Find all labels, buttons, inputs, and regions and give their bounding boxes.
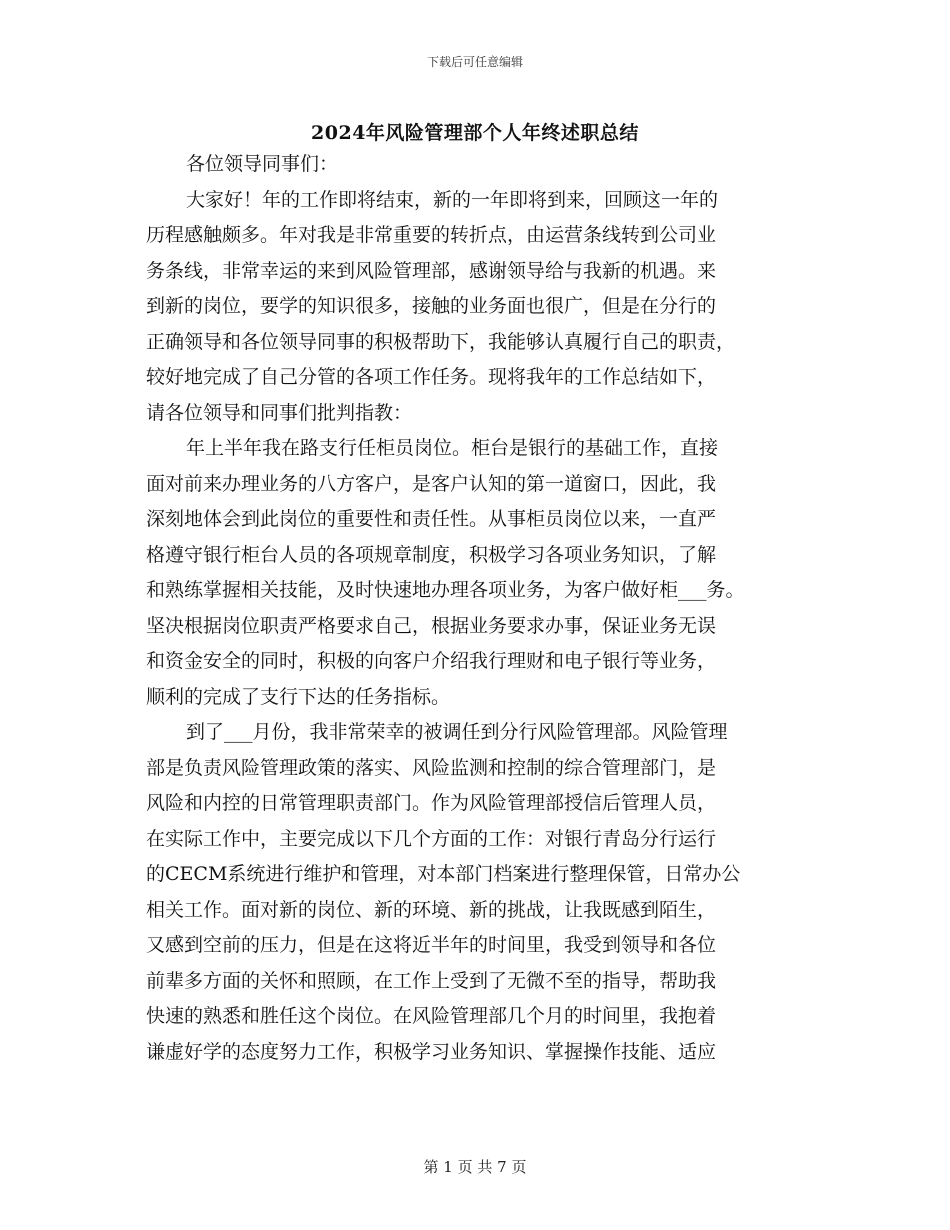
- header-note: 下载后可任意编辑: [426, 55, 523, 69]
- paragraph-1-line: 大家好！年的工作即将结束，新的一年即将到来，回顾这一年的: [186, 188, 719, 211]
- paragraph-1-line: 较好地完成了自己分管的各项工作任务。现将我年的工作总结如下，: [146, 366, 717, 388]
- paragraph-3-line: 的CECM系统进行维护和管理，对本部门档案进行整理保管，日常办公: [146, 863, 741, 885]
- paragraph-3-line: 部是负责风险管理政策的落实、风险监测和控制的综合管理部门，是: [146, 756, 717, 779]
- document-title: 2024年风险管理部个人年终述职总结: [311, 122, 639, 144]
- paragraph-1-line: 请各位领导和同事们批判指教：: [146, 401, 413, 424]
- paragraph-3-line: 到了___月份，我非常荣幸的被调任到分行风险管理部。风险管理: [186, 721, 728, 743]
- salutation-line: 各位领导同事们：: [186, 153, 339, 175]
- paragraph-3-line: 风险和内控的日常管理职责部门。作为风险管理部授信后管理人员，: [146, 792, 717, 814]
- paragraph-1-line: 到新的岗位，要学的知识很多，接触的业务面也很广，但是在分行的: [146, 295, 717, 317]
- paragraph-2-line: 面对前来办理业务的八方客户，是客户认知的第一道窗口，因此，我: [146, 472, 717, 495]
- paragraph-3-line: 谦虚好学的态度努力工作，积极学习业务知识、掌握操作技能、适应: [146, 1040, 717, 1063]
- paragraph-3-line: 前辈多方面的关怀和照顾，在工作上受到了无微不至的指导，帮助我: [146, 969, 717, 992]
- paragraph-1-line: 务条线，非常幸运的来到风险管理部，感谢领导给与我新的机遇。来: [146, 259, 717, 282]
- paragraph-2-line: 格遵守银行柜台人员的各项规章制度，积极学习各项业务知识，了解: [146, 543, 717, 566]
- paragraph-2-line: 坚决根据岗位职责严格要求自己，根据业务要求办事，保证业务无误: [146, 614, 717, 637]
- paragraph-2-line: 年上半年我在路支行任柜员岗位。柜台是银行的基础工作，直接: [186, 437, 719, 459]
- paragraph-1-line: 正确领导和各位领导同事的积极帮助下，我能够认真履行自己的职责，: [146, 330, 736, 353]
- paragraph-3-line: 又感到空前的压力，但是在这将近半年的时间里，我受到领导和各位: [146, 934, 717, 956]
- paragraph-2-line: 和资金安全的同时，积极的向客户介绍我行理财和电子银行等业务，: [146, 650, 717, 672]
- paragraph-3-line: 快速的熟悉和胜任这个岗位。在风险管理部几个月的时间里，我抱着: [146, 1005, 717, 1027]
- paragraph-3-line: 相关工作。面对新的岗位、新的环境、新的挑战，让我既感到陌生，: [146, 898, 717, 921]
- page-number: 第 1 页 共 7 页: [423, 1158, 527, 1176]
- document-body: [146, 147, 806, 1070]
- paragraph-3-line: 在实际工作中，主要完成以下几个方面的工作：对银行青岛分行运行: [146, 827, 717, 850]
- paragraph-2-line: 顺利的完成了支行下达的任务指标。: [146, 685, 451, 708]
- paragraph-1-line: 历程感触颇多。年对我是非常重要的转折点，由运营条线转到公司业: [146, 224, 717, 246]
- paragraph-2-line: 和熟练掌握相关技能，及时快速地办理各项业务，为客户做好柜___务。: [146, 579, 745, 601]
- paragraph-2-line: 深刻地体会到此岗位的重要性和责任性。从事柜员岗位以来，一直严: [146, 508, 717, 530]
